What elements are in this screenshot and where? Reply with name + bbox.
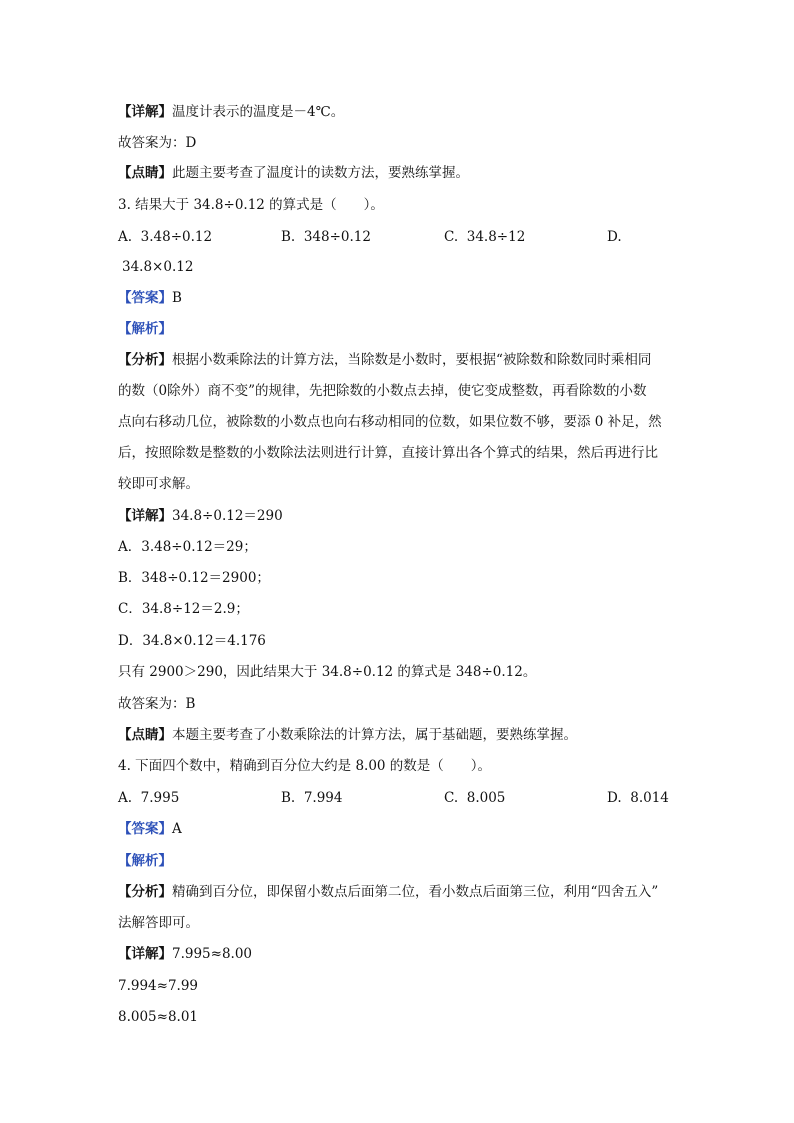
q3-option-c [444, 228, 525, 246]
option-text: 7.995 [140, 790, 180, 806]
q2-answer-line: 故答案为：D [118, 135, 197, 151]
option-letter: A. [118, 229, 133, 245]
answer-tag: 【答案】 [118, 290, 172, 306]
q3-detail-c: C．34.8÷12＝2.9； [118, 601, 249, 617]
q3-detail-b: B．348÷0.12＝2900； [118, 570, 270, 586]
option-letter: D. [607, 790, 622, 806]
q2-comment-text: 此题主要考查了温度计的读数方法，要熟练掌握。 [172, 165, 469, 181]
option-letter: B. [281, 229, 296, 245]
q4-option-d [607, 789, 669, 807]
q3-fenxi-line-3: 点向右移动几位，被除数的小数点也向右移动相同的位数，如果位数不够，要添 0 补足，然 [118, 414, 662, 430]
q3-detail-line: 【详解】34.8÷0.12＝290 [118, 508, 283, 524]
q4-fenxi-line-2: 法解答即可。 [118, 915, 199, 931]
q4-answer-line [118, 820, 182, 838]
q2-comment-line [118, 164, 469, 182]
q3-answer-line [118, 289, 182, 307]
option-letter: C. [444, 790, 459, 806]
detail-tag: 【详解】 [118, 104, 172, 120]
q3-conclusion: 只有 2900＞290，因此结果大于 34.8÷0.12 的算式是 348÷0.12。 [118, 664, 537, 680]
q3-option-d-letter: D. [607, 229, 622, 245]
q3-final-answer: 故答案为：B [118, 696, 196, 712]
option-text: 8.005 [466, 790, 506, 806]
fenxi-tag: 【分析】 [118, 884, 172, 900]
q3-option-a [118, 228, 212, 246]
q3-fenxi-line-1: 【分析】根据小数乘除法的计算方法，当除数是小数时，要根据“被除数和除数同时乘相同 [118, 352, 652, 368]
answer-tag: 【答案】 [118, 821, 172, 837]
answer-value: B [172, 290, 182, 306]
q3-detail-a: A．3.48÷0.12＝29； [118, 539, 257, 555]
q3-option-b [281, 228, 371, 246]
comment-tag: 【点睛】 [118, 727, 172, 743]
q3-fenxi-line-2: 的数（0除外）商不变”的规律，先把除数的小数点去掉，使它变成整数，再看除数的小数 [118, 383, 647, 399]
option-letter: A. [118, 790, 133, 806]
fenxi-tag: 【分析】 [118, 352, 172, 368]
option-text: 7.994 [303, 790, 343, 806]
q4-stem: 4. 下面四个数中，精确到百分位大约是 8.00 的数是（ ）。 [118, 758, 492, 774]
option-text: 3.48÷0.12 [140, 229, 213, 245]
q4-detail-c: 8.005≈8.01 [118, 1009, 199, 1025]
q3-option-d-text: 34.8×0.12 [122, 259, 194, 275]
q4-fenxi-line-1: 【分析】精确到百分位，即保留小数点后面第二位，看小数点后面第三位，利用“四舍五入” [118, 884, 659, 900]
option-text: 8.014 [630, 790, 669, 806]
q3-fenxi-line-4: 后，按照除数是整数的小数除法法则进行计算，直接计算出各个算式的结果，然后再进行比 [118, 445, 658, 461]
q4-detail-b: 7.994≈7.99 [118, 978, 199, 994]
answer-value: A [172, 821, 182, 837]
detail-tag: 【详解】 [118, 946, 172, 962]
option-letter: C. [444, 229, 459, 245]
option-text: 34.8÷12 [466, 229, 526, 245]
q2-detail-line [118, 103, 344, 121]
q4-option-c [444, 789, 505, 807]
q4-option-b [281, 789, 342, 807]
q4-analysis-heading [118, 852, 172, 870]
detail-tag: 【详解】 [118, 508, 172, 524]
option-letter: B. [281, 790, 296, 806]
option-text: 348÷0.12 [303, 229, 371, 245]
q4-option-a [118, 789, 179, 807]
q2-detail-text: 温度计表示的温度是－4℃。 [172, 104, 345, 120]
q4-detail-line: 【详解】7.995≈8.00 [118, 946, 253, 962]
q3-detail-d: D．34.8×0.12＝4.176 [118, 633, 266, 649]
q3-fenxi-line-5: 较即可求解。 [118, 476, 199, 492]
q3-comment-line: 【点睛】本题主要考查了小数乘除法的计算方法，属于基础题，要熟练掌握。 [118, 727, 577, 743]
q3-analysis-heading [118, 320, 172, 338]
q3-stem: 3. 结果大于 34.8÷0.12 的算式是（ ）。 [118, 197, 384, 213]
comment-tag: 【点睛】 [118, 165, 172, 181]
analysis-tag: 【解析】 [118, 321, 172, 337]
analysis-tag: 【解析】 [118, 853, 172, 869]
